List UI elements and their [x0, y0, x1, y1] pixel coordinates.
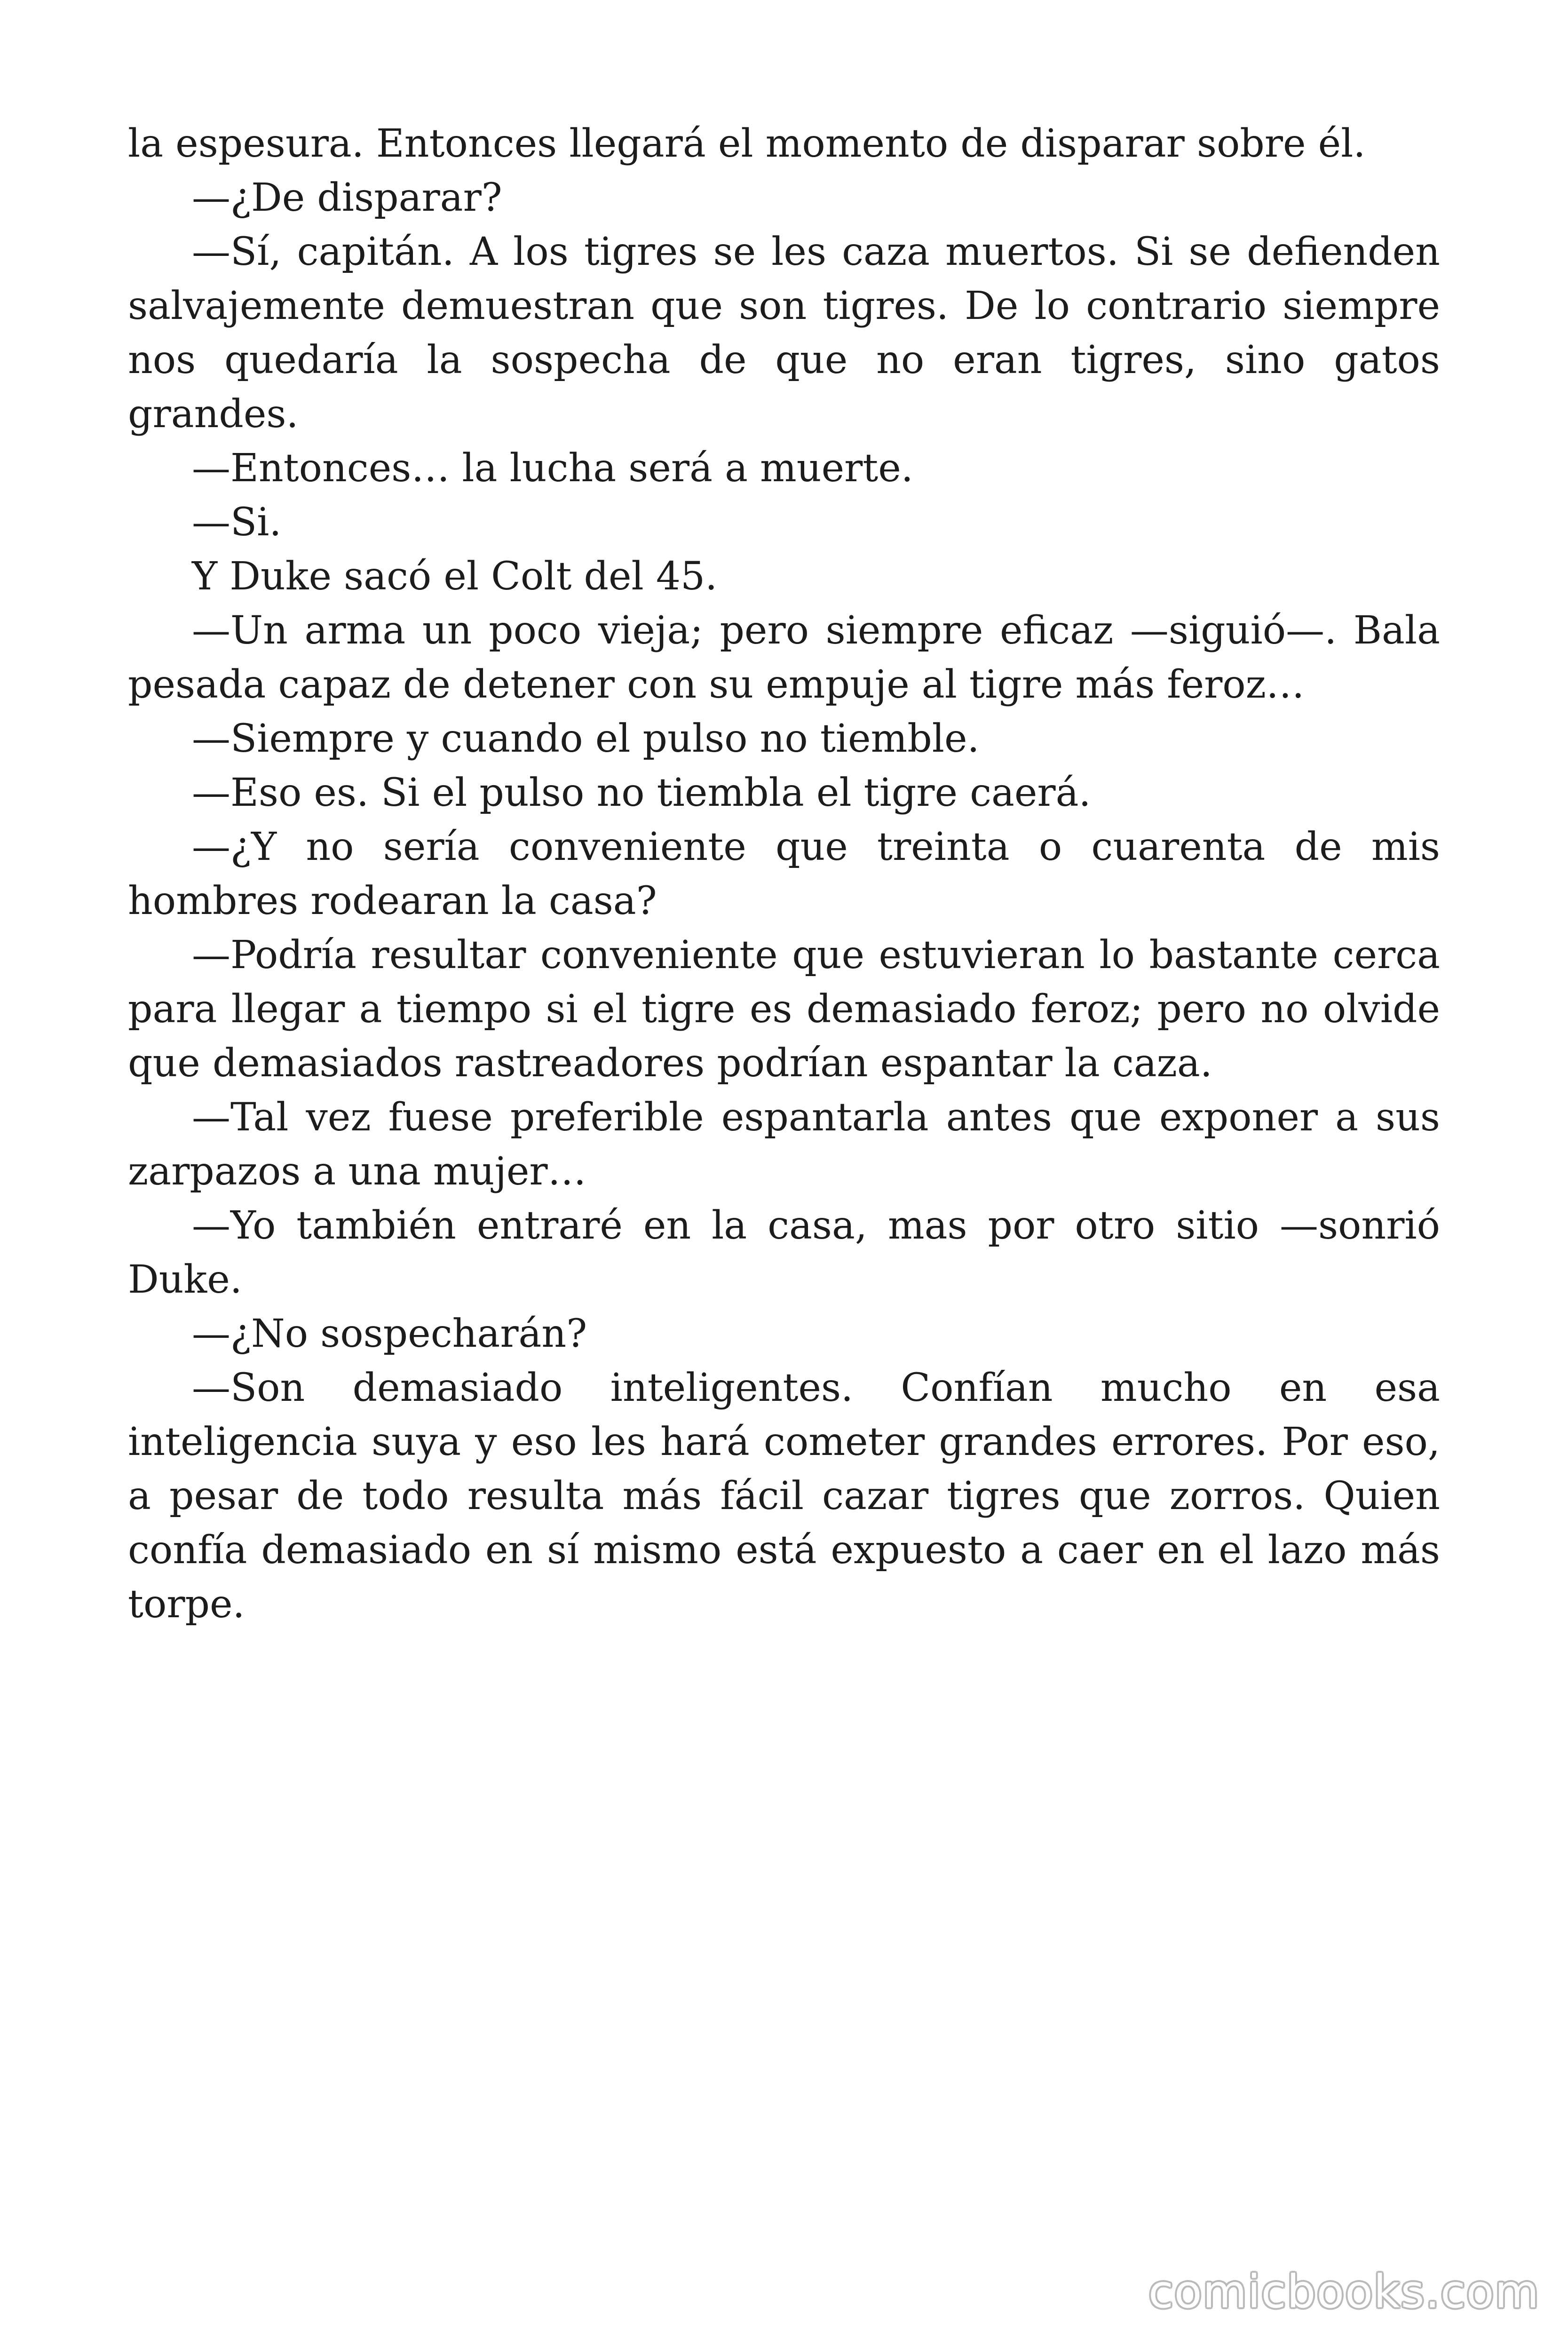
paragraph-dialogue: —Entonces… la lucha será a muerte.	[192, 446, 913, 491]
paragraph-dialogue: —Tal vez fuese preferible espantarla antes que exponer a sus zarpazos a una mujer…	[128, 1095, 1440, 1194]
paragraph-dialogue: —Si.	[192, 500, 282, 545]
paragraph-dialogue: —Un arma un poco vieja; pero siempre eficaz —siguió—. Bala pesada capaz de detener con su empuje al tigre más feroz…	[128, 608, 1440, 707]
paragraph-dialogue: —Siempre y cuando el pulso no tiemble.	[192, 716, 980, 761]
paragraph-dialogue: —¿De disparar?	[192, 175, 502, 220]
paragraph-dialogue: —¿No sospecharán?	[192, 1311, 587, 1356]
paragraph-continuation: la espesura. Entonces llegará el momento de disparar sobre él.	[128, 121, 1366, 166]
paragraph-dialogue: —Son demasiado inteligentes. Confían mucho en esa inteligencia suya y eso les hará cometer grandes errores. Por eso, a pesar de todo resulta más fácil cazar tigres que zorros. Quien confía demasiado en sí mismo está expuesto a caer en el lazo más torpe.	[128, 1366, 1440, 1627]
paragraph-dialogue: —Eso es. Si el pulso no tiembla el tigre caerá.	[192, 771, 1091, 815]
paragraph-dialogue: —Podría resultar conveniente que estuvieran lo bastante cerca para llegar a tiempo si el tigre es demasiado feroz; pero no olvide que demasiados rastreadores podrían espantar la caza.	[128, 933, 1440, 1086]
page-body-text	[128, 117, 1440, 1631]
paragraph-dialogue: —¿Y no sería conveniente que treinta o cuarenta de mis hombres rodearan la casa?	[128, 825, 1440, 923]
paragraph-dialogue: —Yo también entraré en la casa, mas por otro sitio —sonrió Duke.	[128, 1203, 1440, 1302]
watermark-logo: comicbooks.com	[1148, 2265, 1540, 2318]
paragraph-narration: Y Duke sacó el Colt del 45.	[192, 554, 718, 599]
paragraph-dialogue: —Sí, capitán. A los tigres se les caza muertos. Si se defienden salvajemente demuestran que son tigres. De lo contrario siempre nos quedaría la sospecha de que no eran tigres, sino gatos grandes.	[128, 230, 1440, 437]
